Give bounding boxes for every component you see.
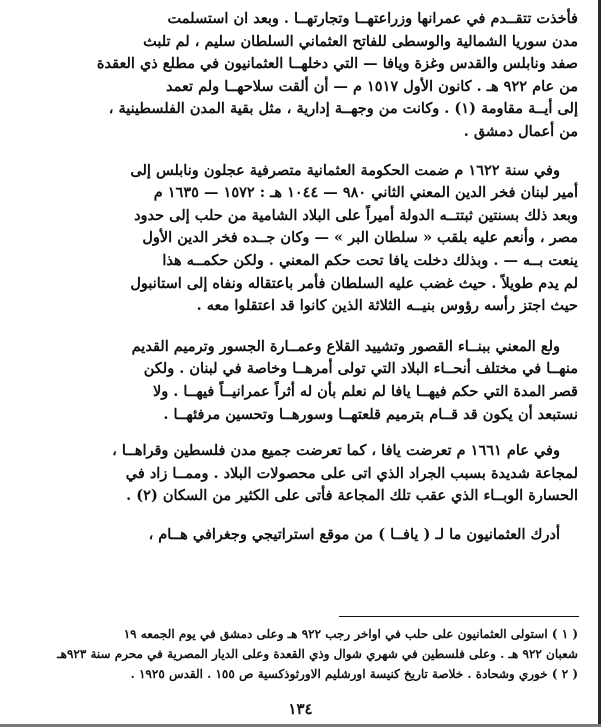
text-line: مصر ، وأنعم عليه بلقب « سلطان البر » — وكان جــده فخر الدين الأول	[142, 229, 578, 247]
text-line: مدن سوريا الشمالية والوسطى للفاتح العثماني السلطان سليم ، لم تلبث	[143, 32, 578, 50]
footnote-line: ( ٢ ) خوري وشحادة . خلاصة تاريخ كنيسة اورشليم الاورثوذكسية ص ١٥٥ . القدس ١٩٢٥ .	[130, 667, 578, 681]
text-line: وفي عام ١٦٦١ م تعرضت يافا ، كما تعرضت جميع مدن فلسطين وقراهــا ،	[112, 442, 560, 460]
paragraph-2	[22, 160, 578, 318]
body-text	[22, 8, 578, 546]
text-line: لم يدم طويلاً . حيث غضب عليه السلطان فأمر باعتقاله ونفاه إلى استانبول	[130, 274, 578, 292]
text-line: نستبعد أن يكون قد قــام بترميم قلعتهــا وسورهــا وتحسين مرفئهــا .	[163, 405, 578, 423]
footnote-line: ( ١ ) استولى العثمانيون على حلب في اواخر رجب ٩٢٢ هـ وعلى دمشق في يوم الجمعه ١٩	[123, 627, 578, 641]
footnotes	[30, 624, 578, 684]
text-line: حيث اجتز رأسه رؤوس بنيــه الثلاثة الذين كانوا قد اعتقلوا معه .	[196, 297, 578, 315]
text-line: من أعمال دمشق .	[463, 122, 578, 140]
text-line: منهــا في مختلف أنحــاء البلاد التي تولى أمرهــا وخاصة في لبنان . ولكن	[143, 360, 578, 378]
footnote-line: شعبان ٩٢٢ هـ . وعلى فلسطين في شهري شوال وذي القعدة وعلى الديار المصرية في محرم سنة ٩٢٣هـ	[57, 647, 578, 661]
paragraph-1	[22, 8, 578, 144]
text-line: إلى أيــة مقاومة (١) . وكانت من وجهــة إدارية ، مثل بقية المدن الفلسطينية ،	[108, 100, 578, 118]
text-line: الحسارة الوبــاء الذي عقب تلك المجاعة فأتى على الكثير من السكان (٢) .	[126, 487, 578, 505]
text-line: فأخذت تتقــدم في عمرانها وزراعتهــا وتجارتهــا . وبعد ان استسلمت	[167, 10, 578, 27]
footnote-divider	[339, 616, 579, 617]
text-line: قصر المدة التي حكم فيهــا يافا لم نعلم بأن له أثراً عمرانيــاً فيهــا . ولا	[152, 382, 578, 400]
paragraph-3	[22, 336, 578, 426]
paragraph-5	[22, 524, 578, 547]
text-line: أمير لبنان فخر الدين المعني الثاني ٩٨٠ — ١٠٤٤ هـ : ١٥٧٢ — ١٦٣٥ م	[153, 184, 578, 202]
text-line: ولع المعني ببنــاء القصور وتشييد القلاع وعمــارة الجسور وترميم القديم	[131, 337, 560, 355]
text-line: من عام ٩٢٢ هـ . كانون الأول ١٥١٧ م — أن ألقت سلاحهــا ولم تعمد	[166, 77, 578, 95]
text-line: أدرك العثمانيون ما لـ ( يافــا ) من موقع استراتيجي وجغرافي هــام ،	[148, 525, 560, 543]
text-line: وفي سنة ١٦٢٢ م ضمت الحكومة العثمانية متصرفية عجلون ونابلس إلى	[130, 161, 560, 179]
paragraph-4	[22, 440, 578, 508]
text-line: لمجاعة شديدة بسبب الجراد الذي اتى على محصولات البلاد . وممــا زاد في	[125, 464, 578, 482]
text-line: ينعت بــه — . وبذلك دخلت يافا تحت حكم المعني . ولكن حكمــه هذا	[162, 251, 578, 269]
text-line: وبعد ذلك بسنتين ثبتتــه الدولة أميراً على البلاد الشامية من حلب إلى حدود	[134, 206, 578, 224]
page-number: ١٣٤	[288, 700, 313, 718]
text-line: صفد ونابلس والقدس وغزة ويافا — التي دخلهــا العثمانيون في مطلع ذي العقدة	[96, 55, 578, 73]
